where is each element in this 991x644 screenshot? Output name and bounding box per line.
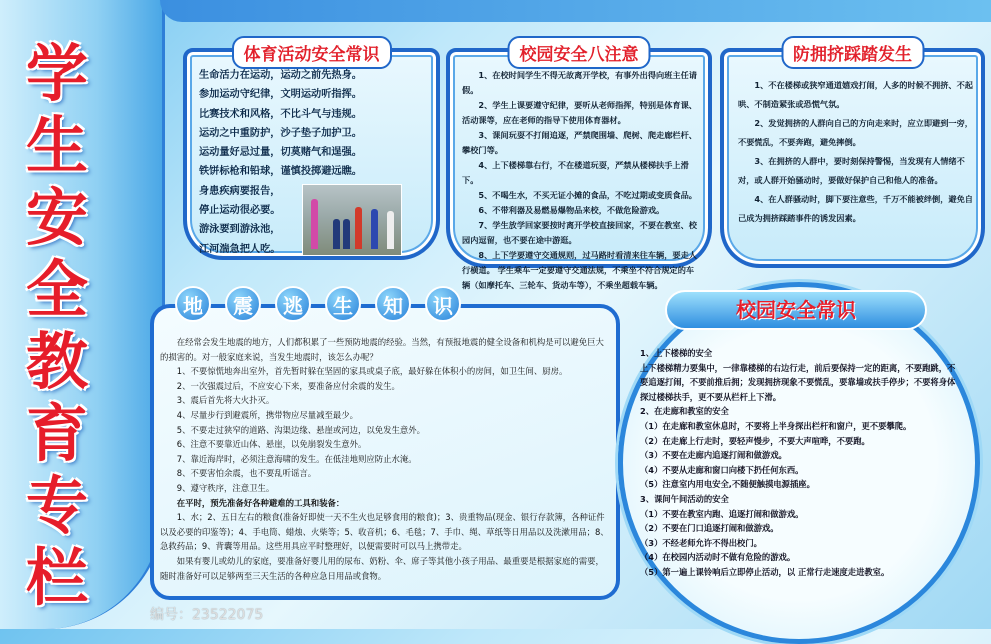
poster-title (22, 38, 92, 614)
panel-title: 体育活动安全常识 (232, 36, 392, 69)
title-char: 知 (375, 286, 411, 322)
text-line: 7、靠近海岸时，必须注意海啸的发生。在低洼地则应防止水淹。 (176, 453, 417, 464)
title-char: 震 (225, 286, 261, 322)
text-line: 2、发觉拥挤的人群向自己的方向走来时，应立即避到一旁，不要慌乱，不要奔跑，避免摔倒。 (738, 118, 973, 147)
text-line: 6、不带利器及易燃易爆物品来校，不做危险游戏。 (478, 205, 665, 215)
text-line: （4）在校园内活动时不做有危险的游戏。 (640, 552, 796, 563)
title-char: 全 (25, 253, 88, 326)
text-line: 1、在校时间学生不得无故离开学校，有事外出得向班主任请假。 (462, 70, 697, 95)
text-line: 身患疾病要报告， (199, 185, 281, 197)
text-line: 7、学生放学回家要按时离开学校直接回家，不要在教室、校园内逗留，也不要在途中游逛。 (462, 220, 697, 245)
title-char: 育 (25, 397, 88, 470)
text-line: （2）在走廊上行走时，要轻声慢步，不要大声喧哗，不要跑。 (640, 435, 870, 446)
text-line: 江河湍急把人吃。 (199, 243, 281, 255)
campus-eight-rules-panel (446, 45, 712, 290)
text-line: 3、课间玩耍不打闹追逐，严禁爬围墙、爬树、爬走廊栏杆、攀校门等。 (462, 130, 697, 155)
earthquake-title (175, 286, 461, 322)
text-line: 游泳要到游泳池， (199, 224, 281, 236)
text-line: 如果有婴儿或幼儿的家庭，要准备好婴儿用的尿布、奶粉、伞、席子等其他小孩子用品、最重要是根据家庭的需要，随时准备好可以足够两至三天生活的各种应急日用品或食物。 (160, 555, 604, 581)
title-char: 教 (25, 325, 88, 398)
text-line: 运动量好忌过量，切莫赌气和逞强。 (199, 147, 362, 159)
text-line: 参加运动守纪律，文明运动听指挥。 (199, 89, 362, 101)
text-line: 4、尽量步行到避震所，携带物应尽量减至最少。 (176, 409, 358, 420)
text-line: 3、课间午间活动的安全 (640, 493, 729, 504)
panel-title: 防拥挤踩踏发生 (781, 36, 924, 69)
text-line: （2）不要在门口追逐打闹和做游戏。 (640, 523, 779, 534)
earthquake-text (160, 335, 612, 583)
top-decor-band (160, 0, 991, 22)
title-char: 逃 (275, 286, 311, 322)
text-line: 2、学生上课要遵守纪律，要听从老师指挥，特别是体育课、活动课等，应在老师的指导下使用体育器材。 (462, 100, 697, 125)
watermark: 编号：23522075 (150, 607, 264, 623)
sports-safety-panel (183, 45, 440, 260)
title-char: 安 (25, 181, 88, 254)
title-char: 生 (325, 286, 361, 322)
title-char: 地 (175, 286, 211, 322)
text-line: 6、注意不要靠近山体、悬崖，以免崩裂发生意外。 (176, 439, 367, 450)
sports-photo (302, 184, 402, 256)
text-line: （1）不要在教室内跑、追逐打闹和做游戏。 (640, 508, 804, 519)
text-line: （5）第一遍上课铃响后立即停止活动，以 正常行走速度走进教室。 (640, 566, 890, 577)
text-line: 运动之中重防护，沙子垫子加护卫。 (199, 127, 362, 139)
text-line: 4、在人群骚动时，脚下要注意些，千万不能被绊倒，避免自己成为拥挤踩踏事件的诱发因素。 (738, 194, 973, 223)
text-line: 8、上下学要遵守交通规则，过马路时看清来往车辆，要走人行横道。 学生乘车一定要遵守交通法规，不乘坐不符合规定的车辆（如摩托车、三轮车、货动车等），不乘坐超载车辆。 (462, 250, 697, 290)
text-line: 3、震后首先将大火扑灭。 (176, 395, 275, 406)
campus-safety-title: 校园安全常识 (665, 290, 927, 330)
text-line: 在经常会发生地震的地方，人们都积累了一些预防地震的经验。当然，有预报地震的健全设备和机构是可以避免巨大的损害的。对一般家庭来说，当发生地震时，该怎么办呢？ (160, 337, 604, 362)
text-line: 1、上下楼梯的安全 (640, 348, 713, 358)
panel-title: 校园安全八注意 (508, 36, 651, 69)
title-char: 栏 (25, 541, 88, 614)
text-line: 1、不要惊慌地奔出室外，首先暂时躲在坚固的家具或桌子底，最好躲在体积小的房间，如卫生间、厨房。 (176, 366, 568, 377)
text-line: 1、不在楼梯或狭窄通道嬉戏打闹，人多的时候不拥挤、不起哄、不制造紧张或恐慌气氛。 (738, 80, 973, 109)
text-line: （3）不经老师允许不得出校门。 (640, 537, 762, 548)
text-line: 1、水；2、五日左右的粮食(准备好即使一天不生火也足够食用的粮食)；3、贵重物品(现金、银行存款簿，各种证件以及必要的印鉴等)；4、手电筒、蜡烛、火柴等；5、收音机；6、毛毯；7、手巾、绳、草纸等日用品以及洗漱用品；8、急救药品；9、背囊等用品。这些用具应平时整理好，以便需要时可以马上携带走。 (160, 512, 609, 552)
text-line: （1）在走廊和教室休息时，不要将上半身探出栏杆和窗户，更不要攀爬。 (640, 420, 912, 431)
title-char: 生 (25, 109, 88, 182)
text-line: 5、不要走过狭窄的道路、沟渠边缘、悬崖或河边，以免发生意外。 (176, 424, 425, 435)
text-line: 9、遵守秩序，注意卫生。 (176, 482, 275, 493)
text-line: 3、在拥挤的人群中，要时刻保持警惕，当发现有人情绪不对，或人群开始骚动时，要做好保护自己和他人的准备。 (738, 156, 965, 185)
text-line: 在平时，预先准备好各种避难的工具和装备： (176, 497, 345, 508)
text-line: 5、不喝生水，不买无证小摊的食品，不吃过期或变质食品。 (478, 190, 697, 200)
text-line: 2、在走廊和教室的安全 (640, 406, 729, 417)
text-line: 2、一次强震过后，不应安心下来，要准备应付余震的发生。 (176, 380, 400, 391)
text-line: （4）不要从走廊和窗口向楼下扔任何东西。 (640, 464, 804, 475)
text-line: 4、上下楼梯靠右行，不在楼道玩耍，严禁从楼梯扶手上滑下。 (462, 160, 689, 185)
stampede-prevention-panel (720, 45, 985, 268)
text-line: 铁饼标枪和铅球，谨慎投掷避远瞧。 (199, 166, 362, 178)
title-char: 识 (425, 286, 461, 322)
text-line: 生命活力在运动，运动之前先热身。 (199, 70, 362, 81)
title-char: 学 (25, 37, 88, 110)
title-char: 专 (25, 469, 88, 542)
text-line: 上下楼梯精力要集中，一律靠楼梯的右边行走，前后要保持一定的距离，不要跑跳，不要追逐打闹，不要前推后拥；发现拥挤现象不要慌乱，要靠墙或扶手停步；不要将身体探过楼梯扶手，更不要从栏杆上下滑。 (640, 362, 956, 402)
text-line: （5）注意室内用电安全,不随便触摸电源插座。 (640, 479, 815, 490)
text-line: 停止运动很必要。 (199, 205, 281, 217)
text-line: （3）不要在走廊内追逐打闹和做游戏。 (640, 450, 787, 461)
text-line: 8、不要害怕余震，也不要乱听谣言。 (176, 468, 317, 479)
panel-text (462, 68, 702, 293)
panel-text (738, 76, 974, 228)
campus-safety-text (640, 346, 960, 580)
text-line: 比赛技术和风格，不比斗气与违规。 (199, 108, 362, 120)
